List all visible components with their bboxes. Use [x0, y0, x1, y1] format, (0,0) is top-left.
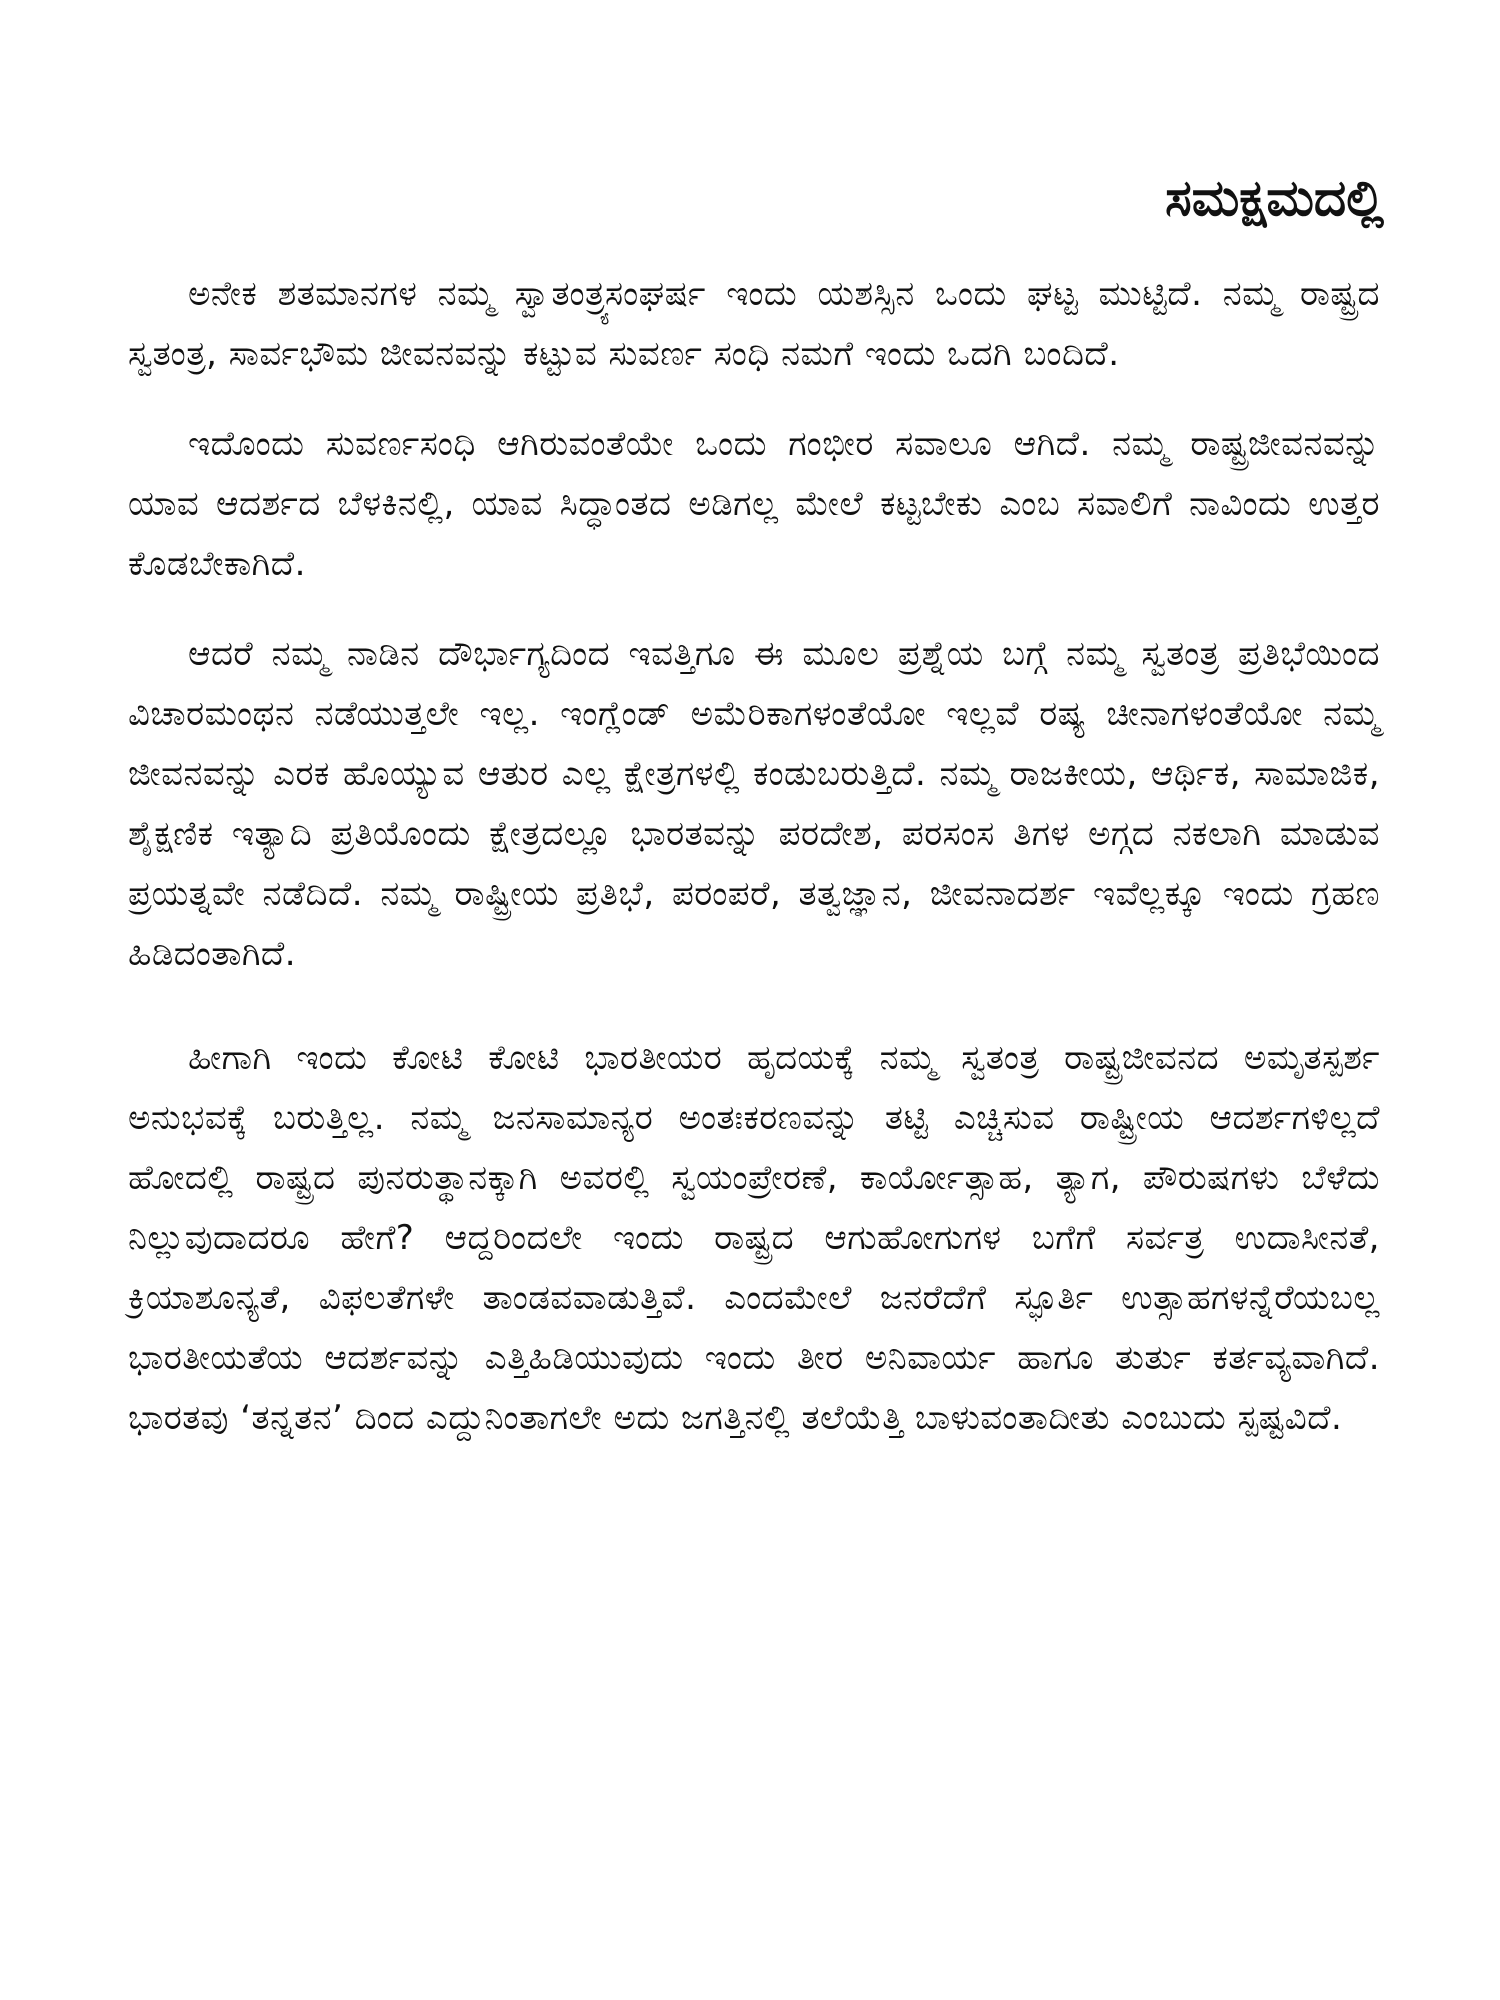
page-title: ಸಮಕ್ಷಮದಲ್ಲಿ — [1165, 169, 1384, 227]
paragraph-1: ಅನೇಕ ಶತಮಾನಗಳ ನಮ್ಮ ಸ್ವಾತಂತ್ರ್ಯಸಂಘರ್ಷ ಇಂದು ಯಶಸ್ಸಿನ ಒಂದು ಘಟ್ಟ ಮುಟ್ಟಿದೆ. ನಮ್ಮ ರಾಷ್ಟ್ರದ ಸ್ವತಂತ್ರ, ಸಾರ್ವಭೌಮ ಜೀವನವನ್ನು ಕಟ್ಟುವ ಸುವರ್ಣ ಸಂಧಿ ನಮಗೆ ಇಂದು ಒದಗಿ ಬಂದಿದೆ. — [128, 274, 1380, 374]
paragraph-2: ಇದೊಂದು ಸುವರ್ಣಸಂಧಿ ಆಗಿರುವಂತೆಯೇ ಒಂದು ಗಂಭೀರ ಸವಾಲೂ ಆಗಿದೆ. ನಮ್ಮ ರಾಷ್ಟ್ರಜೀವನವನ್ನು ಯಾವ ಆದರ್ಶದ ಬೆಳಕಿನಲ್ಲಿ, ಯಾವ ಸಿದ್ಧಾಂತದ ಅಡಿಗಲ್ಲ ಮೇಲೆ ಕಟ್ಟಬೇಕು ಎಂಬ ಸವಾಲಿಗೆ ನಾವಿಂದು ಉತ್ತರ ಕೊಡಬೇಕಾಗಿದೆ. — [128, 424, 1380, 584]
paragraph-4: ಹೀಗಾಗಿ ಇಂದು ಕೋಟಿ ಕೋಟಿ ಭಾರತೀಯರ ಹೃದಯಕ್ಕೆ ನಮ್ಮ ಸ್ವತಂತ್ರ ರಾಷ್ಟ್ರಜೀವನದ ಅಮೃತಸ್ಪರ್ಶ ಅನುಭವಕ್ಕೆ ಬರುತ್ತಿಲ್ಲ. ನಮ್ಮ ಜನಸಾಮಾನ್ಯರ ಅಂತಃಕರಣವನ್ನು ತಟ್ಟಿ ಎಚ್ಚಿಸುವ ರಾಷ್ಟ್ರೀಯ ಆದರ್ಶಗಳಿಲ್ಲದೆ ಹೋದಲ್ಲಿ ರಾಷ್ಟ್ರದ ಪುನರುತ್ಥಾನಕ್ಕಾಗಿ ಅವರಲ್ಲಿ ಸ್ವಯಂಪ್ರೇರಣೆ, ಕಾರ್ಯೋತ್ಸಾಹ, ತ್ಯಾಗ, ಪೌರುಷಗಳು ಬೆಳೆದು ನಿಲ್ಲುವುದಾದರೂ ಹೇಗೆ? ಆದ್ದರಿಂದಲೇ ಇಂದು ರಾಷ್ಟ್ರದ ಆಗುಹೋಗುಗಳ ಬಗೆಗೆ ಸರ್ವತ್ರ ಉದಾಸೀನತೆ, ಕ್ರಿಯಾಶೂನ್ಯತೆ, ವಿಫಲತೆಗಳೇ ತಾಂಡವವಾಡುತ್ತಿವೆ. ಎಂದಮೇಲೆ ಜನರೆದೆಗೆ ಸ್ಫೂರ್ತಿ ಉತ್ಸಾಹಗಳನ್ನೆರೆಯಬಲ್ಲ ಭಾರತೀಯತೆಯ ಆದರ್ಶವನ್ನು ಎತ್ತಿಹಿಡಿಯುವುದು ಇಂದು ತೀರ ಅನಿವಾರ್ಯ ಹಾಗೂ ತುರ್ತು ಕರ್ತವ್ಯವಾಗಿದೆ. ಭಾರತವು ‘ತನ್ನತನ’ ದಿಂದ ಎದ್ದುನಿಂತಾಗಲೇ ಅದು ಜಗತ್ತಿನಲ್ಲಿ ತಲೆಯೆತ್ತಿ ಬಾಳುವಂತಾದೀತು ಎಂಬುದು ಸ್ಪಷ್ಟವಿದೆ. — [128, 1038, 1380, 1438]
paragraph-3: ಆದರೆ ನಮ್ಮ ನಾಡಿನ ದೌರ್ಭಾಗ್ಯದಿಂದ ಇವತ್ತಿಗೂ ಈ ಮೂಲ ಪ್ರಶ್ನೆಯ ಬಗ್ಗೆ ನಮ್ಮ ಸ್ವತಂತ್ರ ಪ್ರತಿಭೆಯಿಂದ ವಿಚಾರಮಂಥನ ನಡೆಯುತ್ತಲೇ ಇಲ್ಲ. ಇಂಗ್ಲೆಂಡ್ ಅಮೆರಿಕಾಗಳಂತೆಯೋ ಇಲ್ಲವೆ ರಷ್ಯ ಚೀನಾಗಳಂತೆಯೋ ನಮ್ಮ ಜೀವನವನ್ನು ಎರಕ ಹೊಯ್ಯುವ ಆತುರ ಎಲ್ಲ ಕ್ಷೇತ್ರಗಳಲ್ಲಿ ಕಂಡುಬರುತ್ತಿದೆ. ನಮ್ಮ ರಾಜಕೀಯ, ಆರ್ಥಿಕ, ಸಾಮಾಜಿಕ, ಶೈಕ್ಷಣಿಕ ಇತ್ಯಾದಿ ಪ್ರತಿಯೊಂದು ಕ್ಷೇತ್ರದಲ್ಲೂ ಭಾರತವನ್ನು ಪರದೇಶ, ಪರಸಂಸ ತಿಗಳ ಅಗ್ಗದ ನಕಲಾಗಿ ಮಾಡುವ ಪ್ರಯತ್ನವೇ ನಡೆದಿದೆ. ನಮ್ಮ ರಾಷ್ಟ್ರೀಯ ಪ್ರತಿಭೆ, ಪರಂಪರೆ, ತತ್ವಜ್ಞಾನ, ಜೀವನಾದರ್ಶ ಇವೆಲ್ಲಕ್ಕೂ ಇಂದು ಗ್ರಹಣ ಹಿಡಿದಂತಾಗಿದೆ. — [128, 634, 1380, 974]
body-text — [128, 264, 1380, 1478]
